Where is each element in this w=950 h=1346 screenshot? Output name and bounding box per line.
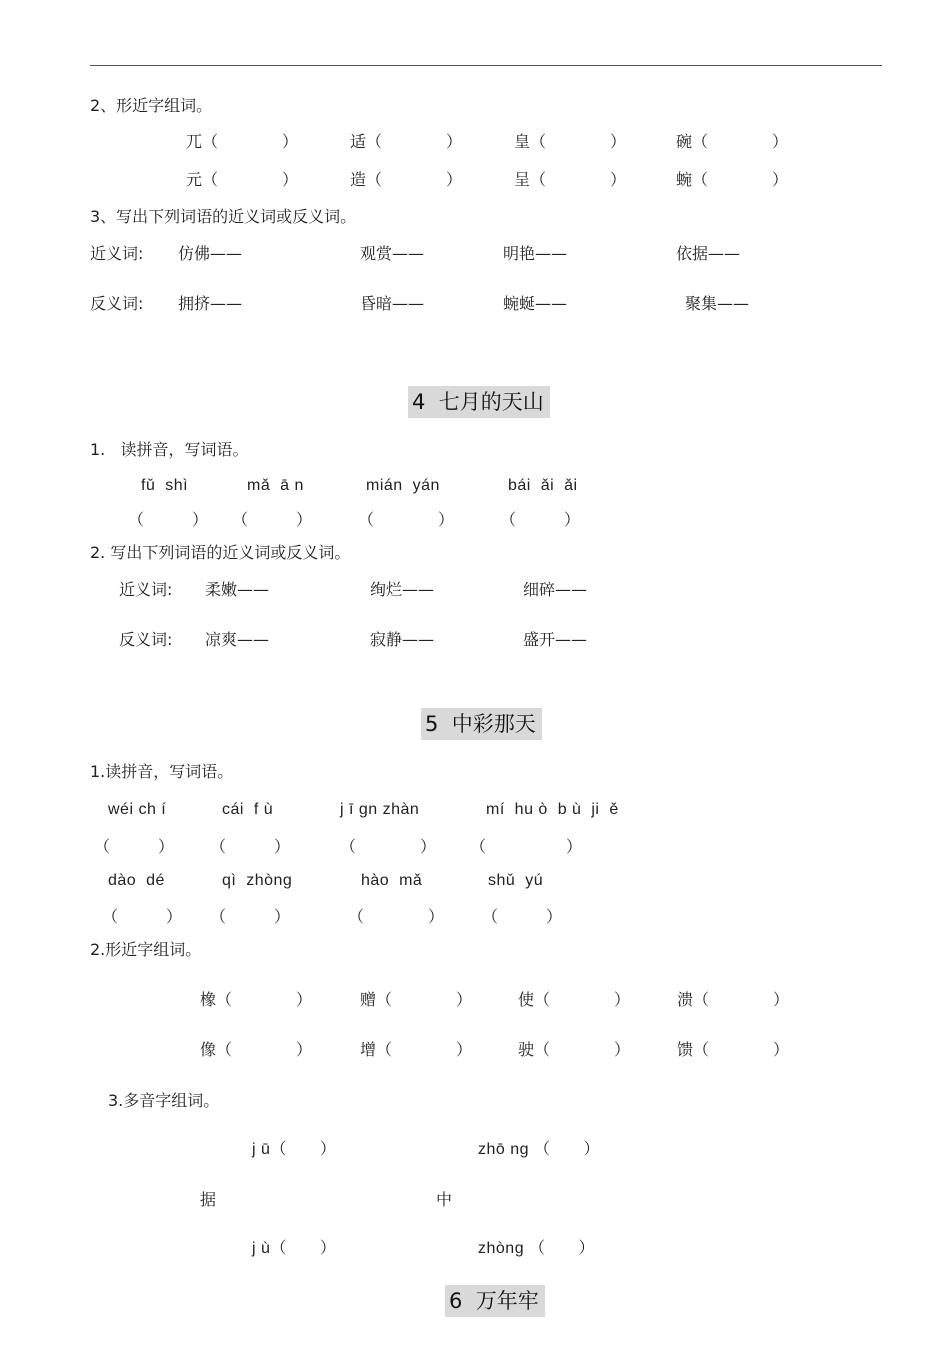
l5-poly1-reading2: j ù（ ） — [252, 1240, 337, 1257]
l3-ant-4: 聚集—— — [685, 294, 750, 313]
l5-q2-r1-3: 使（ ） — [518, 990, 631, 1009]
l5-blank-r2-1: （ ） — [102, 907, 183, 926]
lesson5-heading: 5 中彩那天 — [421, 708, 542, 740]
l5-pinyin-r1-1: wéi ch í — [108, 801, 167, 818]
header-rule — [90, 65, 882, 66]
l3-q2-r2-3: 呈（ ） — [514, 170, 627, 189]
l4-ant-2: 寂静—— — [370, 630, 435, 649]
l5-q2-r2-2: 增（ ） — [360, 1040, 473, 1059]
l5-q2-r2-1: 像（ ） — [200, 1040, 313, 1059]
l5-poly2-reading1: zhō ng （ ） — [478, 1141, 600, 1158]
l3-q2-r2-2: 造（ ） — [350, 170, 463, 189]
l5-q2-r1-1: 橡（ ） — [200, 990, 313, 1009]
l5-poly1-reading1: j ū（ ） — [252, 1141, 337, 1158]
l3-syn-2: 观赏—— — [360, 244, 425, 263]
l5-poly1-char: 据 — [200, 1190, 217, 1209]
l5-pinyin-r1-3: j ī gn zhàn — [340, 801, 420, 818]
l3-ant-label: 反义词: — [90, 294, 144, 313]
l3-syn-3: 明艳—— — [503, 244, 568, 263]
l5-blank-r1-2: （ ） — [210, 837, 291, 856]
l4-syn-3: 细碎—— — [523, 580, 588, 599]
l4-q2-title: 2. 写出下列词语的近义词或反义词。 — [90, 543, 351, 562]
l3-q2-r1-1: 兀（ ） — [186, 132, 299, 151]
l5-blank-r2-4: （ ） — [482, 907, 563, 926]
l5-blank-r1-4: （ ） — [470, 837, 583, 856]
l3-q2-r1-2: 适（ ） — [350, 132, 463, 151]
l5-q2-title: 2.形近字组词。 — [90, 940, 202, 959]
l5-q2-r1-2: 赠（ ） — [360, 990, 473, 1009]
l3-syn-label: 近义词: — [90, 244, 144, 263]
l5-blank-r2-2: （ ） — [210, 907, 291, 926]
l4-blank-2: （ ） — [232, 510, 313, 529]
l5-q3-title: 3.多音字组词。 — [108, 1091, 220, 1110]
l3-ant-2: 昏暗—— — [360, 294, 425, 313]
l4-ant-1: 凉爽—— — [205, 630, 270, 649]
l5-pinyin-r1-2: cái f ù — [222, 801, 274, 818]
l5-blank-r2-3: （ ） — [348, 907, 445, 926]
l3-q2-r2-4: 蜿（ ） — [676, 170, 789, 189]
l3-ant-1: 拥挤—— — [178, 294, 243, 313]
l3-syn-1: 仿佛—— — [178, 244, 243, 263]
l4-pinyin-1: fǔ shì — [141, 477, 189, 494]
l3-q3-title: 3、写出下列词语的近义词或反义词。 — [90, 207, 357, 226]
l4-blank-4: （ ） — [500, 510, 581, 529]
lesson6-heading: 6 万年牢 — [445, 1285, 545, 1317]
l5-blank-r1-1: （ ） — [94, 837, 175, 856]
l4-ant-3: 盛开—— — [523, 630, 588, 649]
l3-q2-r1-4: 碗（ ） — [676, 132, 789, 151]
l4-pinyin-2: mǎ ā n — [247, 477, 304, 494]
l5-q2-r1-4: 溃（ ） — [677, 990, 790, 1009]
l4-pinyin-3: mián yán — [366, 477, 440, 494]
l5-pinyin-r1-4: mí hu ò b ù ji ě — [486, 801, 619, 818]
l3-q2-title: 2、形近字组词。 — [90, 96, 213, 115]
l5-pinyin-r2-2: qì zhòng — [222, 872, 293, 889]
l5-poly2-char: 中 — [436, 1190, 453, 1209]
l5-poly2-reading2: zhòng （ ） — [478, 1240, 596, 1257]
l4-syn-2: 绚烂—— — [370, 580, 435, 599]
l4-blank-3: （ ） — [358, 510, 455, 529]
l4-syn-1: 柔嫩—— — [205, 580, 270, 599]
l3-q2-r1-3: 皇（ ） — [514, 132, 627, 151]
l4-pinyin-4: bái ǎi ǎi — [508, 477, 578, 494]
l5-pinyin-r2-4: shǔ yú — [488, 872, 544, 889]
lesson4-heading: 4 七月的天山 — [408, 386, 550, 418]
l5-q2-r2-4: 馈（ ） — [677, 1040, 790, 1059]
l4-blank-1: （ ） — [128, 510, 209, 529]
l5-q2-r2-3: 驶（ ） — [518, 1040, 631, 1059]
l4-q1-title: 1. 读拼音，写词语。 — [90, 440, 249, 459]
l3-q2-r2-1: 元（ ） — [186, 170, 299, 189]
l4-ant-label: 反义词: — [119, 630, 173, 649]
l5-q1-title: 1.读拼音，写词语。 — [90, 762, 234, 781]
l3-syn-4: 依据—— — [676, 244, 741, 263]
l5-pinyin-r2-3: hào mǎ — [361, 872, 423, 889]
l3-ant-3: 蜿蜒—— — [503, 294, 568, 313]
l5-blank-r1-3: （ ） — [340, 837, 437, 856]
l4-syn-label: 近义词: — [119, 580, 173, 599]
l5-pinyin-r2-1: dào dé — [108, 872, 165, 889]
